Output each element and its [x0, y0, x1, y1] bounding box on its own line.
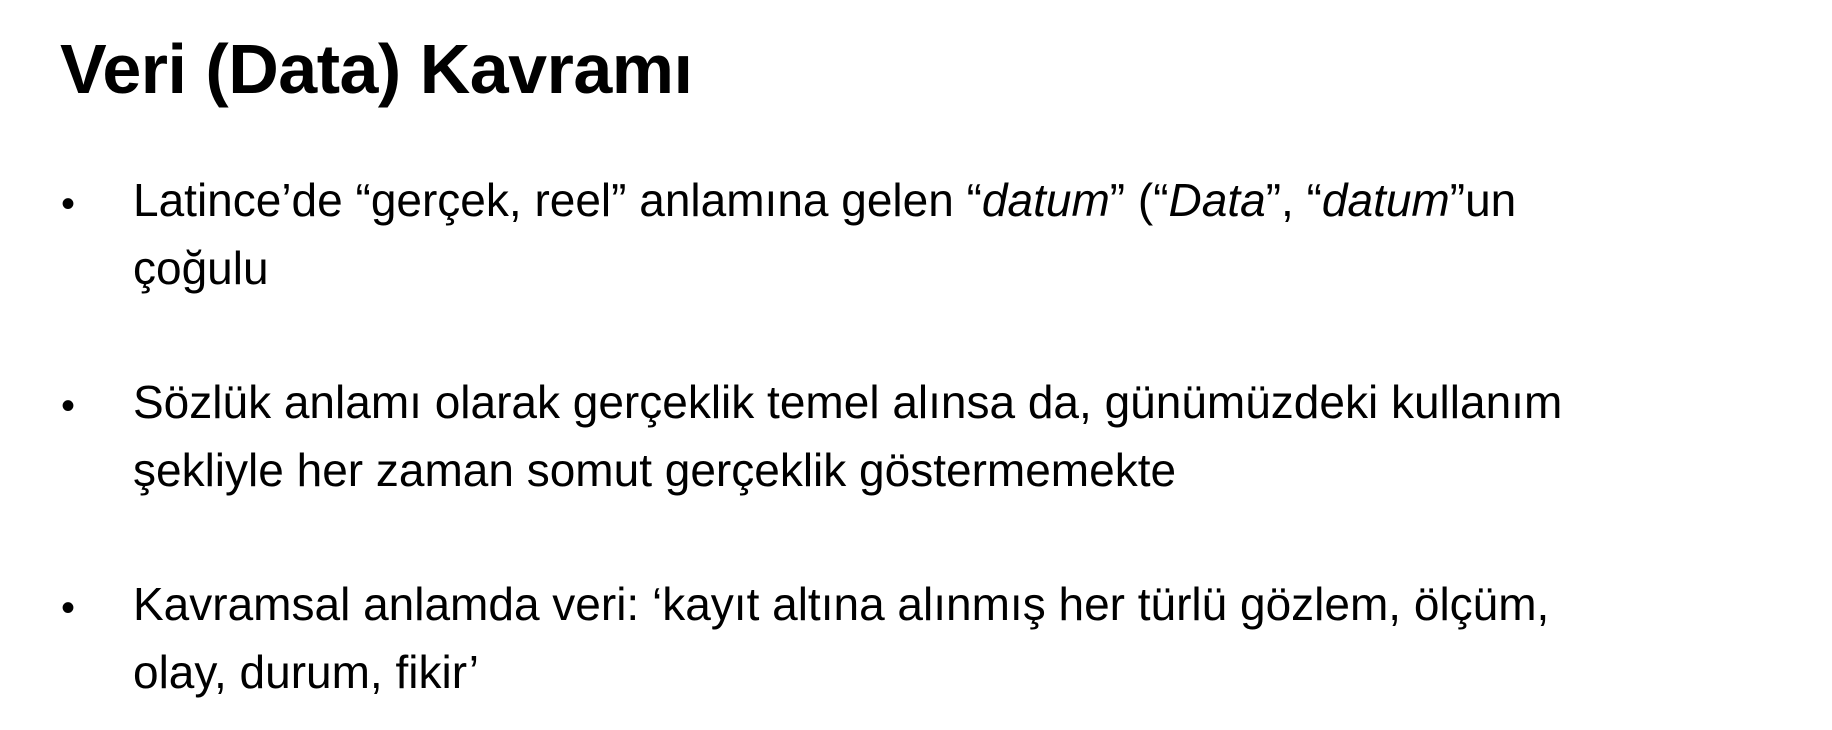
bullet-text — [133, 166, 1773, 302]
bullet-line: olay, durum, fikir’ — [133, 646, 479, 698]
bullet-line: şekliyle her zaman somut gerçeklik göstermemekte — [133, 444, 1177, 496]
italic-term: datum — [981, 174, 1110, 226]
slide-title: Veri (Data) Kavramı — [60, 30, 693, 108]
bullet-line — [133, 166, 1773, 234]
italic-term: datum — [1321, 174, 1450, 226]
text-segment: ”un — [1449, 174, 1517, 226]
bullet-text — [133, 570, 1773, 706]
text-segment: ” (“ — [1109, 174, 1169, 226]
bullet-icon: • — [60, 586, 75, 630]
text-segment: Latince’de “gerçek, reel” anlamına gelen “ — [133, 174, 982, 226]
bullet-text — [133, 368, 1773, 504]
bullet-line: Sözlük anlamı olarak gerçeklik temel alınsa da, günümüzdeki kullanım — [133, 376, 1563, 428]
italic-term: Data — [1168, 174, 1266, 226]
bullet-line: Kavramsal anlamda veri: ‘kayıt altına alınmış her türlü gözlem, ölçüm, — [133, 578, 1550, 630]
bullet-line: çoğulu — [133, 242, 269, 294]
bullet-icon: • — [60, 182, 75, 226]
bullet-icon: • — [60, 384, 75, 428]
text-segment: ”, “ — [1265, 174, 1322, 226]
